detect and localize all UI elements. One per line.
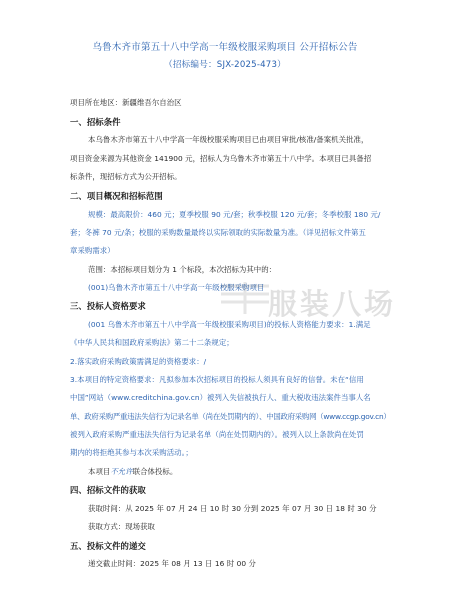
section-3-line-5: 中国”网站（www.creditchina.gov.cn）被列入失信被执行人、重大税收违法案件当事人名 (70, 393, 371, 402)
section-3-line-7: 被列入政府采购严重违法失信行为记录名单（尚在处罚期内的）。被列入以上条款尚在处罚 (70, 430, 364, 439)
watermark-logo (215, 278, 275, 318)
section-3-line-9 (88, 466, 177, 477)
section-2-line-4: 范围：本招标项目划分为 1 个标段，本次招标为其中的： (88, 265, 277, 274)
document-title: 乌鲁木齐市第五十八中学高一年级校服采购项目 公开招标公告 (92, 42, 358, 53)
section-2-line-3: 章采购需求） (70, 246, 115, 255)
section-4-heading: 四、招标文件的获取 (70, 485, 146, 495)
section-1-line-1: 本乌鲁木齐市第五十八中学高一年级校服采购项目已由项目审批/核准/备案机关批准， (88, 135, 369, 144)
section-3-line-4: 3.本项目的特定资格要求：凡拟参加本次招标项目的投标人须具有良好的信誉。未在“信用 (70, 375, 364, 384)
section-1-line-2: 项目资金来源为其他资金 141900 元，招标人为乌鲁木齐市第五十八中学。本项目已具备招 (70, 154, 372, 163)
section-2-heading: 二、项目概况和招标范围 (70, 191, 163, 201)
section-4-line-1: 获取时间：从 2025 年 07 月 24 日 10 时 30 分到 2025 年 07 月 30 日 18 时 30 分 (88, 504, 377, 513)
section-5-line-1: 递交截止时间：2025 年 08 月 13 日 16 时 00 分 (88, 559, 256, 568)
section-4-line-2: 获取方式：现场获取 (88, 522, 155, 531)
section-2-line-1: 规模：最高限价：460 元；夏季校服 90 元/套；秋季校服 120 元/套；冬季校服 180 元/ (88, 210, 381, 219)
section-1-heading: 一、招标条件 (70, 117, 121, 127)
section-3-line-2: 《中华人民共和国政府采购法》第二十二条规定； (70, 338, 234, 347)
section-3-line-6: 单、政府采购严重违法失信行为记录名单（尚在处罚期内的）、中国政府采购网（www.ccgp.gov.cn） (70, 412, 391, 421)
watermark: 服装八场 (268, 287, 397, 321)
section-3-heading: 三、投标人资格要求 (70, 301, 146, 311)
section-2-line-2: 套；冬裤 70 元/条；校服的采购数量最终以实际领取的实际数量为准。（详见招标文件第五 (70, 228, 366, 237)
consortium-suffix: 联合体投标。 (132, 467, 178, 476)
section-1-line-3: 标条件，现招标方式为公开招标。 (70, 172, 182, 181)
tender-code: （招标编号：SJX-2025-473） (164, 60, 286, 70)
consortium-status: 不允许 (110, 467, 133, 476)
consortium-prefix: 本项目 (88, 467, 111, 476)
section-2-line-5: (001)乌鲁木齐市第五十八中学高一年级校服采购项目 (88, 283, 265, 292)
section-3-line-1: (001 乌鲁木齐市第五十八中学高一年级校服采购项目)的投标人资格能力要求：1.满足 (88, 320, 371, 329)
section-3-line-8: 期内的将拒绝其参与本次采购活动。； (70, 448, 193, 457)
section-3-line-3: 2.落实政府采购政策需满足的资格要求：/ (70, 357, 207, 366)
project-location: 项目所在地区：新疆维吾尔自治区 (70, 98, 182, 107)
section-5-heading: 五、投标文件的递交 (70, 541, 146, 551)
